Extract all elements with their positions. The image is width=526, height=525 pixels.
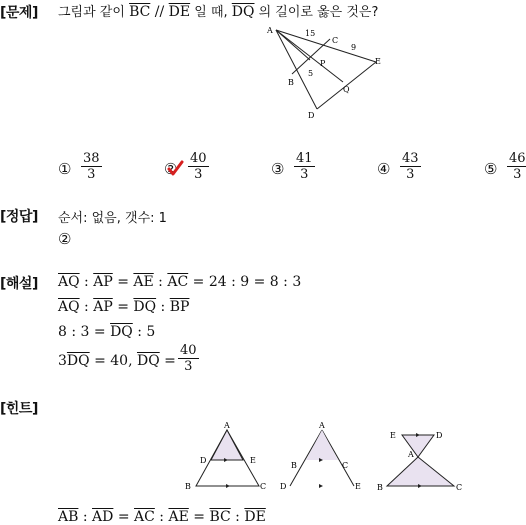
fig-length-ac: 15 xyxy=(305,29,316,38)
hint3-label-a: A xyxy=(408,450,414,459)
fig-length-ce: 9 xyxy=(351,43,357,52)
hint2-label-d: D xyxy=(280,482,287,491)
problem-figure xyxy=(260,22,395,122)
hint-tag: [힌트] xyxy=(0,401,38,417)
choice-5-mark[interactable]: ⑤ xyxy=(484,160,498,178)
choice-4-value[interactable]: 43 3 xyxy=(402,151,419,182)
question-text: 그림과 같이 $\overline{BC} // \overline{DE}$ 일 때, $\overline{DQ}$ 의 길이로 옳은 것은? xyxy=(58,4,379,20)
choice-3-mark[interactable]: ③ xyxy=(271,160,285,178)
segment-dq: $\overline{DQ}$ xyxy=(231,4,255,20)
hint2-label-e: E xyxy=(355,482,361,491)
fig-label-e: E xyxy=(375,57,381,66)
hint1-label-a: A xyxy=(224,421,230,430)
hint3-label-d: D xyxy=(436,431,443,440)
answer-mark: ② xyxy=(58,230,72,248)
problem-tag: [문제] xyxy=(0,5,38,21)
solution-line-3: 8 : $3 = \overline{DQ}$ : 5 xyxy=(58,324,156,340)
hint2-label-a: A xyxy=(319,421,325,430)
hint-formula: $\overline{AB}$ : $\overline{AD} = \overline{AC}$ : $\overline{AE} = \overline{BC}$ : $\overline{DE}$ xyxy=(58,509,266,525)
fig-label-b: B xyxy=(288,78,294,87)
fig-label-a: A xyxy=(267,26,273,35)
fig-label-d: D xyxy=(308,111,315,120)
choice-5-value[interactable]: 46 3 xyxy=(509,151,526,182)
hint-figure-1 xyxy=(182,418,272,494)
solution-tag: [해설] xyxy=(0,276,38,292)
checkmark-icon xyxy=(166,160,184,178)
hint-figure-3 xyxy=(374,424,468,496)
segment-bc: $\overline{BC}$ xyxy=(129,4,151,20)
solution-line-4: $3\overline{DQ} = 40$, $\overline{DQ}$ = xyxy=(58,353,176,369)
hint3-label-e: E xyxy=(390,431,396,440)
choice-3-value[interactable]: 41 3 xyxy=(296,151,313,182)
choice-4-mark[interactable]: ④ xyxy=(377,160,391,178)
solution-line-2: $\overline{AQ}$ : $\overline{AP} = \overline{DQ}$ : $\overline{BP}$ xyxy=(58,299,190,315)
hint1-label-c: C xyxy=(260,482,267,491)
fig-length-bp: 5 xyxy=(308,69,314,78)
segment-de: $\overline{DE}$ xyxy=(168,4,191,20)
answer-meta: 순서: 없음, 갯수: 1 xyxy=(58,211,167,226)
hint2-label-c: C xyxy=(342,461,349,470)
fig-label-c: C xyxy=(332,36,339,45)
solution-line-1: $\overline{AQ}$ : $\overline{AP} = \overline{AE}$ : $\overline{AC} = 24$ : 9 = 8 : 3 xyxy=(58,274,302,290)
hint-figure-2 xyxy=(278,418,362,494)
hint1-label-b: B xyxy=(185,482,191,491)
hint3-label-c: C xyxy=(456,483,463,492)
choice-2-mark[interactable]: ② xyxy=(164,160,178,178)
hint1-label-d: D xyxy=(200,456,207,465)
choice-1-mark[interactable]: ① xyxy=(58,160,72,178)
hint1-label-e: E xyxy=(250,456,256,465)
fig-label-q: Q xyxy=(343,85,350,94)
choice-2-value[interactable]: 40 3 xyxy=(190,151,207,182)
hint3-label-b: B xyxy=(377,483,383,492)
fig-label-p: P xyxy=(320,59,326,68)
solution-fraction: 40 3 xyxy=(180,343,197,374)
choice-1-value[interactable]: 38 3 xyxy=(83,151,100,182)
hint2-label-b: B xyxy=(291,461,297,470)
answer-tag: [정답] xyxy=(0,209,38,225)
